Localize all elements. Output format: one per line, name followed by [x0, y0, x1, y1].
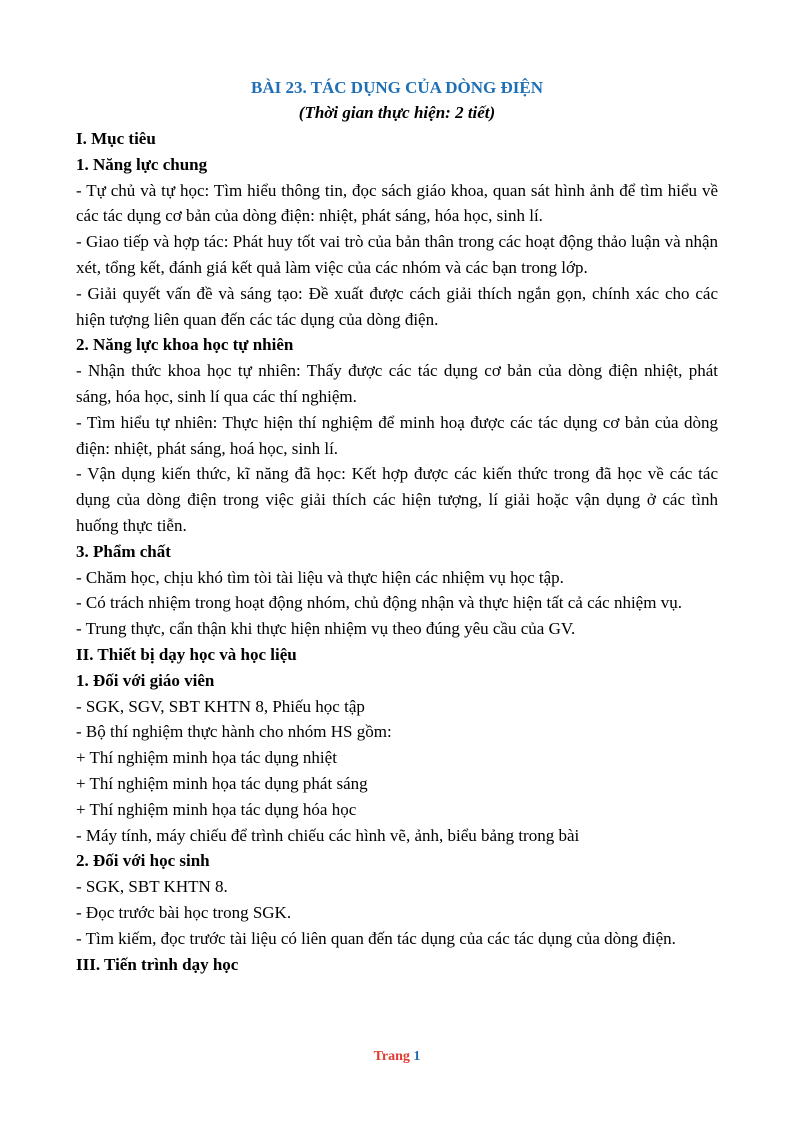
- body-paragraph: - Đọc trước bài học trong SGK.: [76, 902, 292, 922]
- lesson-title: BÀI 23. TÁC DỤNG CỦA DÒNG ĐIỆN: [250, 78, 544, 97]
- body-paragraph: - Tự chủ và tự học: Tìm hiểu thông tin, đọc sách giáo khoa, quan sát hình ảnh để tìm hiểu về các tác dụng cơ bản của dòng điện: nhiệt, phát sáng, hóa học, sinh lí.: [76, 180, 718, 226]
- body-paragraph: - Máy tính, máy chiếu để trình chiếu các hình vẽ, ảnh, biểu bảng trong bài: [76, 825, 580, 845]
- page-number: 1: [413, 1049, 421, 1064]
- body-paragraph: - Tìm hiểu tự nhiên: Thực hiện thí nghiệm để minh hoạ được các tác dụng cơ bản của dòng điện: nhiệt, phát sáng, hoá học, sinh lí.: [76, 412, 718, 458]
- body-paragraph: - SGK, SBT KHTN 8.: [76, 877, 228, 897]
- body-paragraph: + Thí nghiệm minh họa tác dụng phát sáng: [76, 773, 368, 793]
- body-paragraph: - Giao tiếp và hợp tác: Phát huy tốt vai trò của bản thân trong các hoạt động thảo luận và nhận xét, tổng kết, đánh giá kết quả làm việc của các nhóm và các bạn trong lớp.: [76, 232, 718, 277]
- section-heading: 3. Phẩm chất: [76, 541, 171, 561]
- body-paragraph: - Bộ thí nghiệm thực hành cho nhóm HS gồm:: [76, 722, 392, 742]
- body-paragraph: - Nhận thức khoa học tự nhiên: Thấy được các tác dụng cơ bản của dòng điện nhiệt, phát sáng, hóa học, sinh lí qua các thí nghiệm.: [76, 361, 718, 406]
- section-heading: 2. Đối với học sinh: [76, 851, 210, 871]
- body-paragraph: + Thí nghiệm minh họa tác dụng nhiệt: [76, 748, 337, 768]
- section-heading: 1. Năng lực chung: [76, 154, 208, 174]
- section-heading: I. Mục tiêu: [76, 129, 156, 148]
- section-heading: II. Thiết bị dạy học và học liệu: [76, 644, 297, 664]
- body-paragraph: - Giải quyết vấn đề và sáng tạo: Đề xuất được cách giải thích ngắn gọn, chính xác cho các hiện tượng liên quan đến các tác dụng của dòng điện.: [76, 283, 718, 329]
- lesson-duration: (Thời gian thực hiện: 2 tiết): [298, 103, 496, 122]
- section-heading: 1. Đối với giáo viên: [76, 670, 215, 690]
- section-heading: 2. Năng lực khoa học tự nhiên: [76, 335, 294, 355]
- body-paragraph: - Vận dụng kiến thức, kĩ năng đã học: Kết hợp được các kiến thức trong đã học về các tác dụng của dòng điện trong việc giải thích các hiện tượng, lí giải hoặc vận dụng ở các tình huống thực tiễn.: [76, 464, 718, 535]
- body-paragraph: - Trung thực, cẩn thận khi thực hiện nhiệm vụ theo đúng yêu cầu của GV.: [76, 619, 576, 639]
- body-paragraph: + Thí nghiệm minh họa tác dụng hóa học: [76, 799, 357, 819]
- body-paragraph: - Có trách nhiệm trong hoạt động nhóm, chủ động nhận và thực hiện tất cả các nhiệm vụ.: [76, 593, 682, 613]
- body-paragraph: - SGK, SGV, SBT KHTN 8, Phiếu học tập: [76, 696, 365, 716]
- document-body: [76, 126, 718, 977]
- body-paragraph: - Chăm học, chịu khó tìm tòi tài liệu và thực hiện các nhiệm vụ học tập.: [76, 567, 564, 587]
- body-paragraph: - Tìm kiếm, đọc trước tài liệu có liên quan đến tác dụng của các tác dụng của dòng điện.: [76, 928, 676, 948]
- section-heading: III. Tiến trình dạy học: [76, 954, 239, 974]
- page-footer: [0, 1048, 794, 1066]
- page-label: Trang: [373, 1049, 410, 1064]
